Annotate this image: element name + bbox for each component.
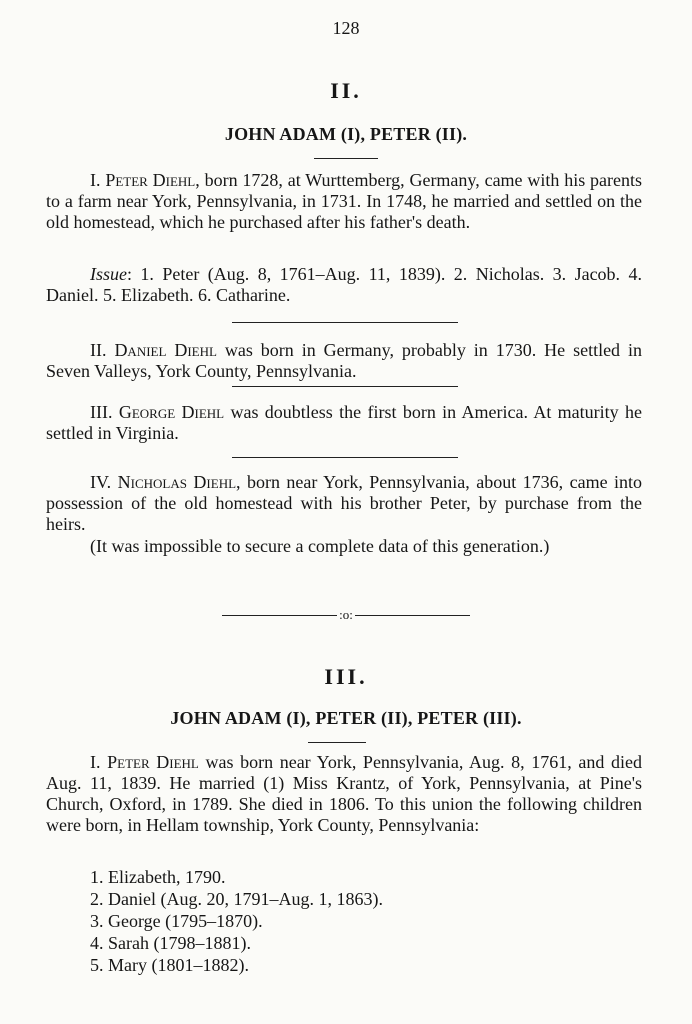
section-2-numeral: II. [330, 78, 362, 103]
list-item: 3. George (1795–1870). [90, 911, 263, 931]
separator-mark: :o: [339, 607, 353, 623]
page-number: 128 [332, 18, 360, 38]
heading-rule [308, 742, 366, 743]
person-name: Peter Diehl [107, 752, 199, 772]
section-2-heading: JOHN ADAM (I), PETER (II). [224, 124, 468, 144]
section-3-heading: JOHN ADAM (I), PETER (II), PETER (III). [170, 708, 522, 728]
entry-george-diehl: III. George Diehl was doubtless the first born in America. At maturity he settled in Virginia. [46, 402, 643, 443]
entry-rule [232, 386, 458, 387]
heading-rule [314, 158, 378, 159]
list-item: 4. Sarah (1798–1881). [90, 933, 251, 953]
section-separator [0, 606, 692, 623]
entry-nicholas-diehl: IV. Nicholas Diehl, born near York, Pennsylvania, about 1736, came into possession of the old homestead with his brother Peter, by purchase from the heirs. [46, 472, 643, 534]
entry-daniel-diehl: II. Daniel Diehl was born in Germany, probably in 1730. He settled in Seven Valleys, York County, Pennsylvania. [46, 340, 642, 381]
person-name: Peter Diehl [105, 170, 196, 190]
issue-line: Issue: 1. Peter (Aug. 8, 1761–Aug. 11, 1839). 2. Nicholas. 3. Jacob. 4. Daniel. 5. Elizabeth. 6. Catharine. [46, 264, 642, 305]
person-name: Nicholas Diehl [117, 472, 237, 492]
section-3-numeral: III. [324, 664, 368, 689]
entry-peter-diehl-iii: I. Peter Diehl was born near York, Pennsylvania, Aug. 8, 1761, and died Aug. 11, 1839. He married (1) Miss Krantz, of York, Pennsylvania, at Pine's Church, Oxford, in 1789. She died in 1806. To this union the following children were born, in Hellam township, York County, Pennsylvania: [46, 752, 642, 835]
entry-peter-diehl-ii: I. Peter Diehl, born 1728, at Wurttemberg, Germany, came with his parents to a farm near York, Pennsylvania, in 1731. In 1748, he married and settled on the old homestead, which he purchased after his father's death. [46, 170, 642, 232]
generation-note: (It was impossible to secure a complete data of this generation.) [90, 536, 550, 556]
issue-label: Issue [90, 264, 127, 284]
list-item: 5. Mary (1801–1882). [90, 955, 249, 975]
person-name: Daniel Diehl [114, 340, 217, 360]
list-item: 1. Elizabeth, 1790. [90, 867, 226, 887]
list-item: 2. Daniel (Aug. 20, 1791–Aug. 1, 1863). [90, 889, 383, 909]
entry-rule [232, 457, 458, 458]
person-name: George Diehl [118, 402, 225, 422]
children-list [90, 866, 590, 976]
entry-rule [232, 322, 458, 323]
